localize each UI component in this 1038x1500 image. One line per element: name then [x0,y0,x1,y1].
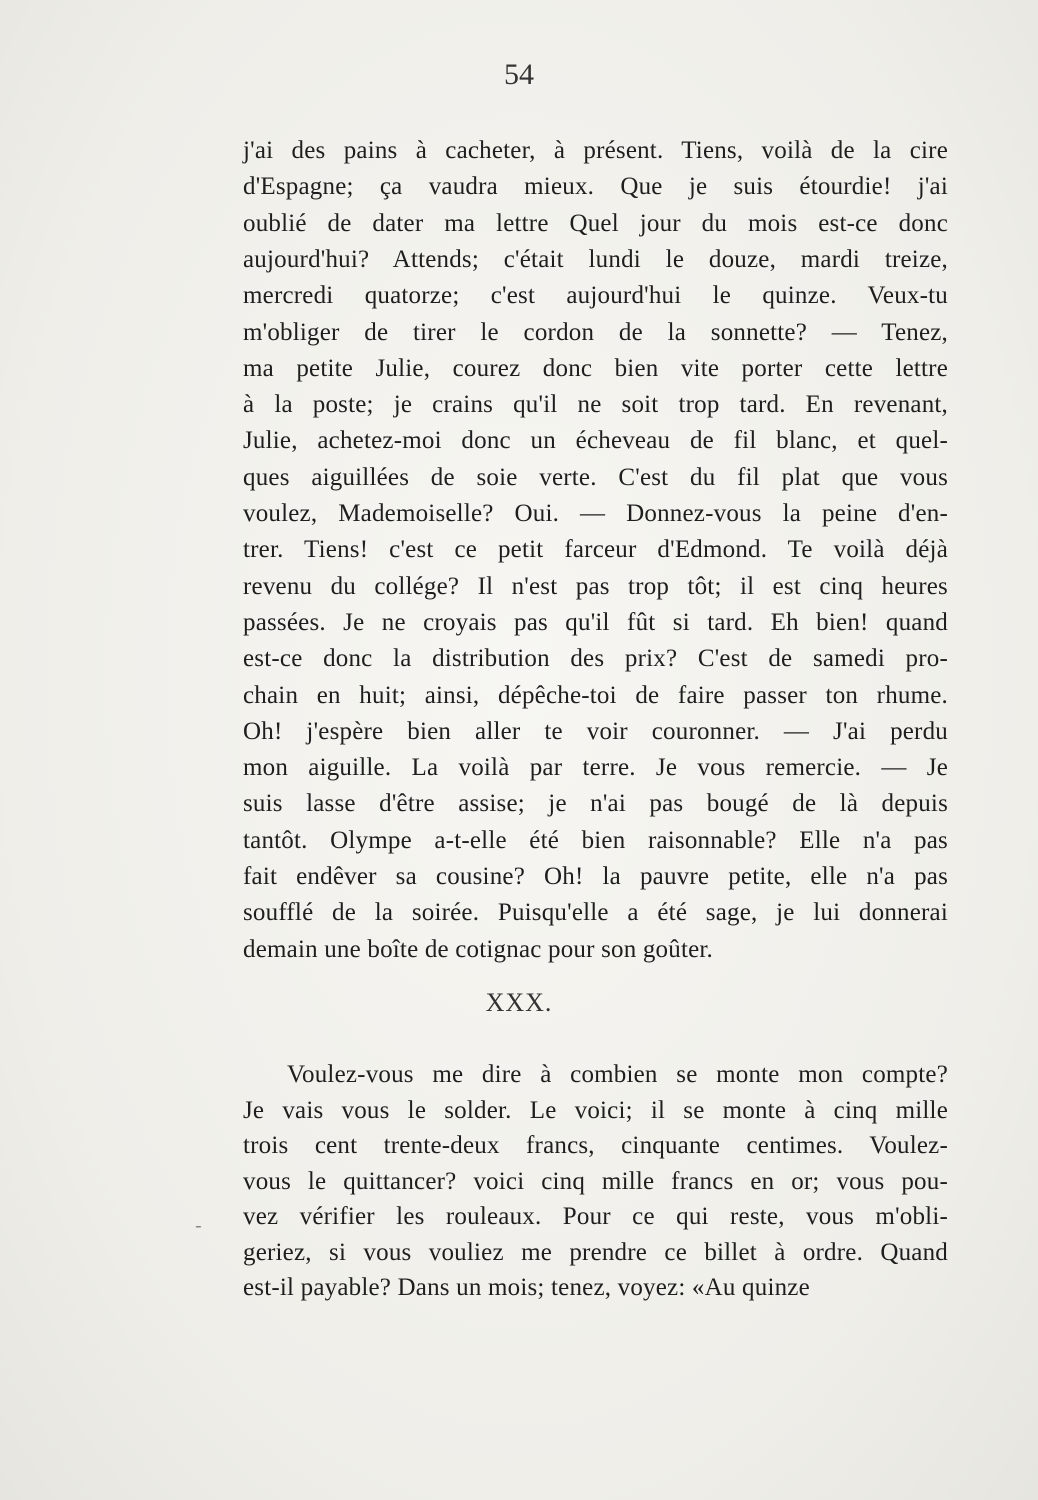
text-line: à la poste; je crains qu'il ne soit trop tard. En revenant, [243,391,948,419]
text-line: passées. Je ne croyais pas qu'il fût si tard. Eh bien! quand [243,608,948,636]
text-line: mon aiguille. La voilà par terre. Je vous remercie. — Je [243,754,948,782]
text-line: Julie, achetez-moi donc un écheveau de fil blanc, et quel- [243,427,948,455]
text-line: demain une boîte de cotignac pour son goûter. [243,935,713,963]
text-line: aujourd'hui? Attends; c'était lundi le douze, mardi treize, [243,245,948,273]
text-line: est-il payable? Dans un mois; tenez, voyez: «Au quinze [243,1274,810,1301]
text-line: soufflé de la soirée. Puisqu'elle a été sage, je lui donnerai [243,899,948,927]
text-line: suis lasse d'être assise; je n'ai pas bougé de là depuis [243,790,948,818]
text-line: chain en huit; ainsi, dépêche-toi de faire passer ton rhume. [243,681,948,709]
text-line: d'Espagne; ça vaudra mieux. Que je suis étourdie! j'ai [243,173,948,201]
text-line: voulez, Mademoiselle? Oui. — Donnez-vous la peine d'en- [243,500,948,527]
text-line: Voulez-vous me dire à combien se monte mon compte? [287,1061,948,1088]
text-line: ma petite Julie, courez donc bien vite porter cette lettre [243,354,948,382]
text-line: geriez, si vous vouliez me prendre ce billet à ordre. Quand [243,1238,948,1266]
text-line: tantôt. Olympe a-t-elle été bien raisonnable? Elle n'a pas [243,826,948,854]
text-line: est-ce donc la distribution des prix? C'est de samedi pro- [243,645,948,673]
text-line: oublié de dater ma lettre Quel jour du mois est-ce donc [243,209,948,237]
text-line: trois cent trente-deux francs, cinquante centimes. Voulez- [243,1132,948,1159]
text-line: m'obliger de tirer le cordon de la sonnette? — Tenez, [243,318,948,346]
text-line: j'ai des pains à cacheter, à présent. Tiens, voilà de la cire [243,137,948,164]
text-line: trer. Tiens! c'est ce petit farceur d'Edmond. Te voilà déjà [243,536,948,564]
margin-dash: - [195,1213,202,1237]
page-number: 54 [504,58,534,91]
text-line: fait endêver sa cousine? Oh! la pauvre petite, elle n'a pas [243,863,948,890]
text-line: revenu du collége? Il n'est pas trop tôt; il est cinq heures [243,572,948,600]
section-heading: XXX. [485,988,553,1017]
text-line: ques aiguillées de soie verte. C'est du fil plat que vous [243,463,948,491]
text-line: mercredi quatorze; c'est aujourd'hui le quinze. Veux-tu [243,282,948,310]
text-line: Oh! j'espère bien aller te voir couronner. — J'ai perdu [243,717,948,745]
text-line: Je vais vous le solder. Le voici; il se monte à cinq mille [243,1096,948,1124]
text-line: vez vérifier les rouleaux. Pour ce qui reste, vous m'obli- [243,1203,948,1230]
text-line: vous le quittancer? voici cinq mille francs en or; vous pou- [243,1167,948,1195]
